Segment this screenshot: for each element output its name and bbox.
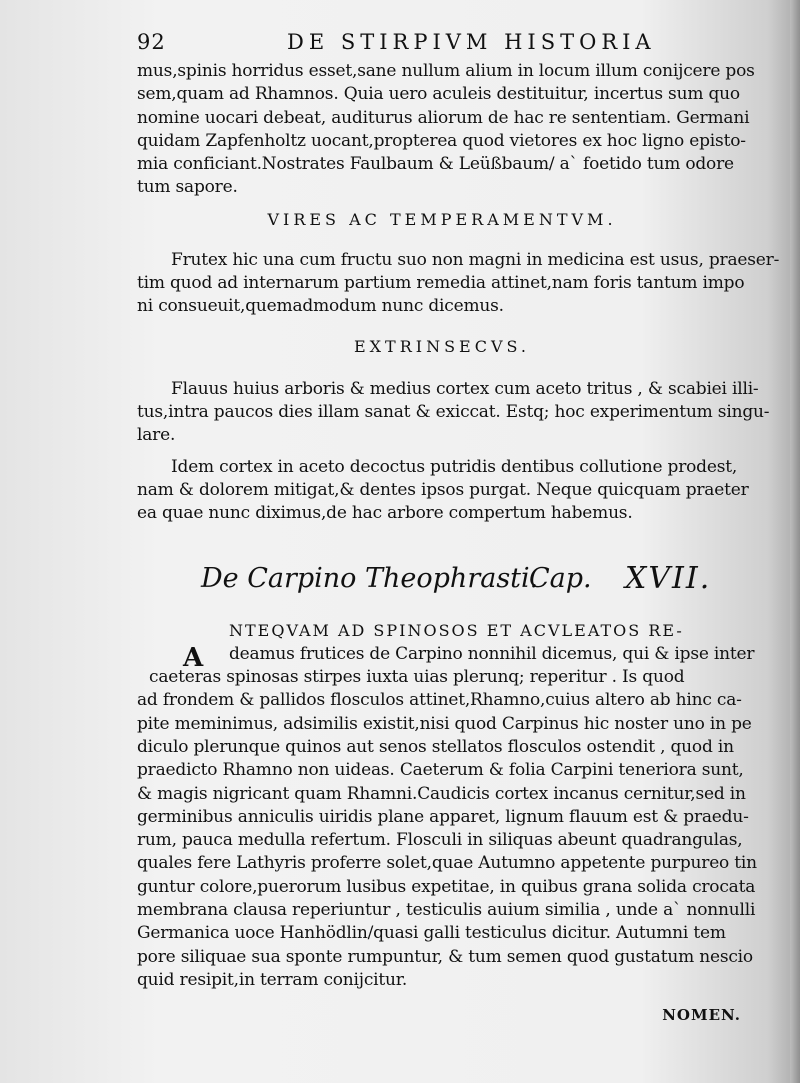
paragraph-1 (137, 60, 755, 200)
text-line: Frutex hic una cum fructu suo non magni in medicina est usus, praeser- (171, 249, 780, 270)
text-line: nam & dolorem mitigat,& dentes ipsos purgat. Neque quicquam praeter (137, 479, 749, 500)
text-line: rum, pauca medulla refertum. Flosculi in siliquas abeunt quadrangulas, (137, 830, 743, 851)
chapter-title: De Carpino Theophrasti. (201, 563, 539, 595)
text-line: diculo plerunque quinos aut senos stellatos flosculos ostendit , quod in (137, 736, 734, 757)
text-line: NTEQVAM AD SPINOSOS ET ACVLEATOS RE- (229, 621, 684, 641)
paragraph-4 (137, 456, 747, 526)
text-line: ad frondem & pallidos flosculos attinet,Rhamno,cuius altero ab hinc ca- (137, 690, 742, 711)
text-line: caeteras spinosas stirpes iuxta uias plerunq; reperitur . Is quod (149, 667, 685, 688)
text-line: ni consueuit,quemadmodum nunc dicemus. (137, 296, 504, 317)
running-title: DE STIRPIVM HISTORIA (287, 30, 656, 54)
text-line: Flauus huius arboris & medius cortex cum aceto tritus , & scabiei illi- (171, 378, 759, 399)
chapter-label: Cap. (529, 563, 592, 595)
text-line: deamus frutices de Carpino nonnihil dicemus, qui & ipse inter (229, 643, 755, 664)
chapter-number: XVII. (625, 561, 712, 597)
page-gutter-shadow (790, 0, 800, 1083)
text-line: germinibus anniculis uiridis plane apparet, lignum flauum est & praedu- (137, 806, 749, 827)
text-line: & magis nigricant quam Rhamni.Caudicis cortex incanus cernitur,sed in (137, 783, 746, 804)
paragraph-3 (137, 378, 770, 448)
text-line: quales fere Lathyris proferre solet,quae Autumno appetente purpureo tin (137, 853, 757, 874)
text-line: tum sapore. (137, 177, 238, 198)
text-line: quid resipit,in terram conijcitur. (137, 969, 408, 990)
page-content (137, 30, 780, 1025)
text-line: tus,intra paucos dies illam sanat & exiccat. Estq; hoc experimentum singu- (137, 401, 770, 422)
text-line: pore siliquae sua sponte rumpuntur, & tum semen quod gustatum nescio (137, 946, 753, 967)
text-line: Germanica uoce Hanhödlin/quasi galli testiculus dicitur. Autumni tem (137, 923, 726, 944)
text-line: nomine uocari debeat, auditurus aliorum de hac re sententiam. Germani (137, 107, 750, 128)
page-number: 92 (137, 30, 166, 54)
text-line: ea quae nunc diximus,de hac arbore compertum habemus. (137, 503, 633, 524)
paragraph-5 (137, 619, 757, 992)
text-line: quidam Zapfenholtz uocant,propterea quod vietores ex hoc ligno episto- (137, 130, 746, 151)
text-line: tim quod ad internarum partium remedia attinet,nam foris tantum impo (137, 273, 745, 294)
drop-initial: A (183, 643, 204, 674)
text-line: Idem cortex in aceto decoctus putridis dentibus collutione prodest, (171, 456, 738, 477)
text-line: sem,quam ad Rhamnos. Quia uero aculeis destituitur, incertus sum quo (137, 84, 740, 105)
text-line: membrana clausa reperiuntur , testiculis auium similia , unde a` nonnulli (137, 900, 756, 921)
text-line: guntur colore,puerorum lusibus expetitae, in quibus grana solida crocata (137, 876, 756, 897)
running-head (137, 30, 747, 60)
text-line: lare. (137, 425, 176, 446)
text-line: praedicto Rhamno non uideas. Caeterum & folia Carpini teneriora sunt, (137, 760, 744, 781)
catchword: NOMEN. (662, 1006, 741, 1025)
text-line: pite meminimus, adsimilis existit,nisi quod Carpinus hic noster uno in pe (137, 713, 752, 734)
chapter-heading (137, 557, 747, 601)
text-line: mia conficiant.Nostrates Faulbaum & Leüßbaum/ a` foetido tum odore (137, 154, 734, 175)
section-heading-vires: VIRES AC TEMPERAMENTVM. (267, 209, 617, 229)
paragraph-2 (137, 249, 780, 319)
section-heading-extrinsecus: EXTRINSECVS. (353, 336, 531, 356)
text-line: mus,spinis horridus esset,sane nullum alium in locum illum conijcere pos (137, 61, 755, 81)
